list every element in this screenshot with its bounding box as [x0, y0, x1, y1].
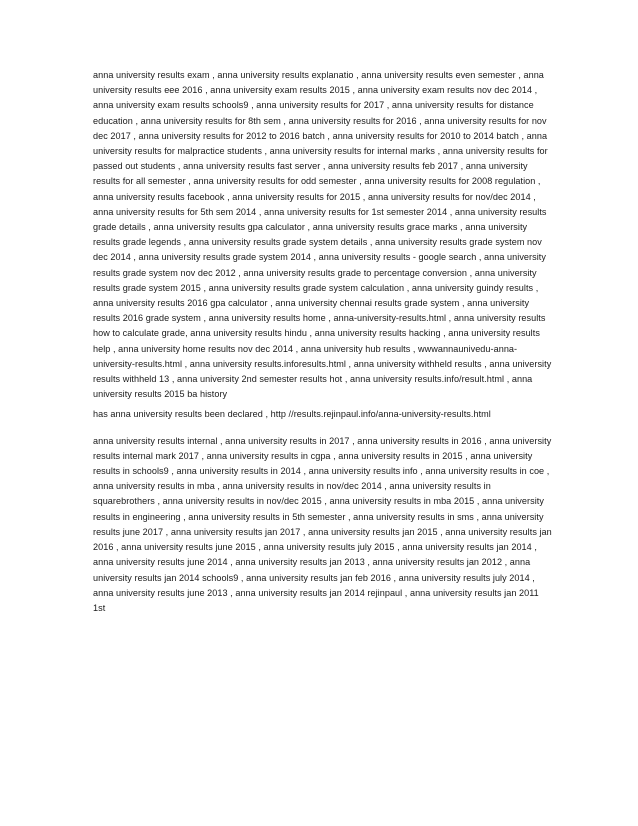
body-paragraph-1: anna university results exam , anna university results explanatio , anna university results even semester , anna university results eee 2016 , anna university exam results 2015 , anna university exam results nov dec 2014 , anna university exam results schools9 , anna university results for 2017 , anna university results for distance education , anna university results for 8th sem , anna university results for 2016 , anna university results for nov dec 2017 , anna university results for 2012 to 2016 batch , anna university results for 2010 to 2014 batch , anna university results for malpractice students , anna university results for internal marks , anna university results for passed out students , anna university results fast server , anna university results feb 2017 , anna university results for all semester , anna university results for odd semester , anna university results for 2008 regulation , anna university results facebook , anna university results for 2015 , anna university results for nov/dec 2014 , anna university results for 5th sem 2014 , anna university results for 1st semester 2014 , anna university results grade details , anna university results gpa calculator , anna university results grace marks , anna university results grade legends , anna university results grade system details , anna university results grade system nov dec 2014 , anna university results grade system 2014 , anna university results - google search , anna university results grade system nov dec 2012 , anna university results grade to percentage conversion , anna university results grade system 2015 , anna university results grade system calculation , anna university guindy results , anna university results 2016 gpa calculator , anna university chennai results grade system , anna university results 2016 grade system , anna university results home , anna-university-results.html , anna university results how to calculate grade, anna university results hindu , anna university results hacking , anna university results help , anna university home results nov dec 2014 , anna university hub results , wwwannaunivedu-anna-university-results.html , anna university results.inforesults.html , anna university withheld results , anna university results withheld 13 , anna university 2nd semester results hot , anna university results.info/result.html , anna university results 2015 ba history [93, 70, 552, 400]
body-paragraph-3: anna university results internal , anna university results in 2017 , anna university results in 2016 , anna university results internal mark 2017 , anna university results in cgpa , anna university results in 2015 , anna university results in schools9 , anna university results in 2014 , anna university results info , anna university results in coe , anna university results in mba , anna university results in nov/dec 2014 , anna university results in squarebrothers , anna university results in nov/dec 2015 , anna university results in mba 2015 , anna university results in engineering , anna university results in 5th semester , anna university results in sms , anna university results june 2017 , anna university results jan 2017 , anna university results jan 2015 , anna university results jan 2016 , anna university results june 2015 , anna university results july 2015 , anna university results jan 2014 , anna university results june 2014 , anna university results jan 2013 , anna university results jan 2012 , anna university results jan 2014 schools9 , anna university results jan feb 2016 , anna university results july 2014 , anna university results june 2013 , anna university results jan 2014 rejinpaul , anna university results jan 2011 1st [93, 435, 552, 613]
body-paragraph-2: has anna university results been declared , http //results.rejinpaul.info/anna-university-results.html [93, 409, 491, 420]
